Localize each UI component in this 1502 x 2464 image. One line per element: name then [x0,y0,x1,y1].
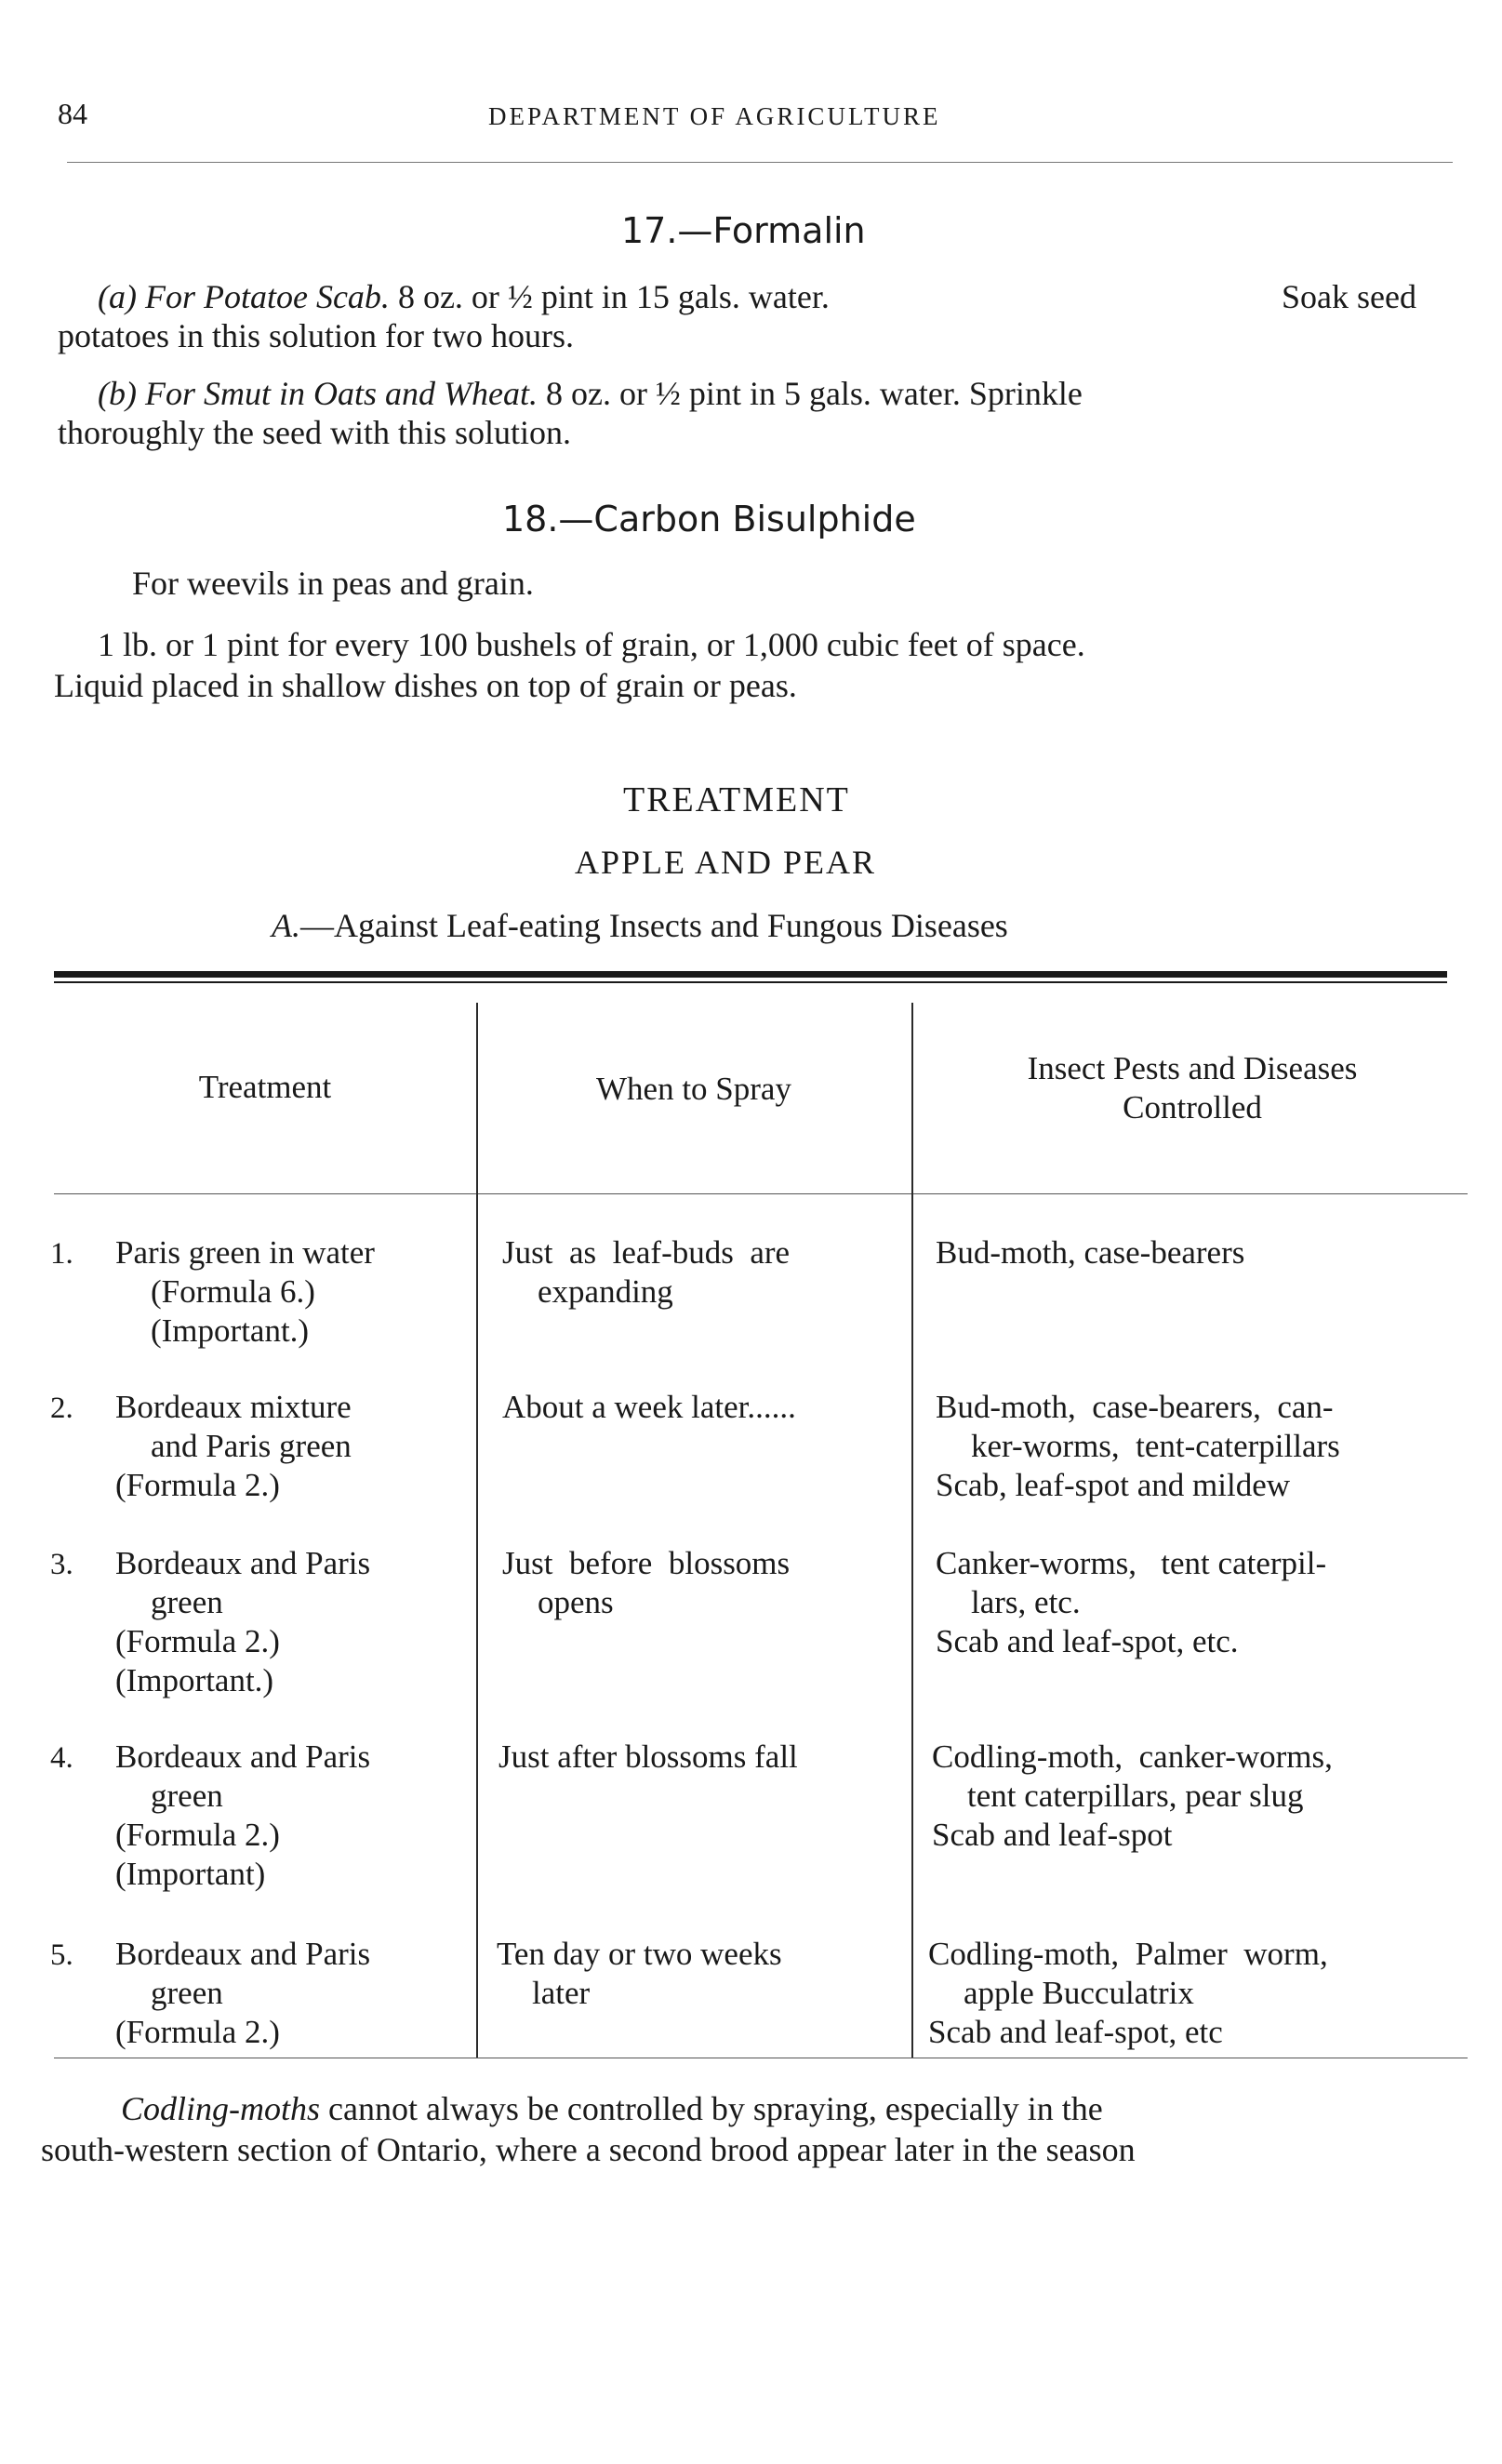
table-column-divider-2 [911,1003,913,2058]
row-3-treatment [115,1544,370,1700]
row-1-number: 1. [50,1237,73,1271]
section-17-b-italic: For Smut in Oats and Wheat. [144,375,538,412]
section-18-p2-line2: Liquid placed in shallow dishes on top of grain or peas. [54,667,797,704]
row-3-pests-line: lars, etc. [971,1584,1081,1620]
treatment-subheading: APPLE AND PEAR [575,844,877,881]
row-4-treatment [115,1738,370,1894]
row-3-when-line: opens [538,1584,614,1620]
section-17-a-line2: potatoes in this solution for two hours. [58,317,574,354]
section-17-a-italic: For Potatoe Scab. [144,278,390,315]
row-3-treatment-line: (Formula 2.) [115,1623,280,1659]
row-5-when-line: Ten day or two weeks [497,1936,782,1972]
page-number: 84 [58,97,87,130]
row-4-when [498,1738,798,1777]
row-1-treatment-line: Paris green in water [115,1234,375,1271]
row-5-when-line: later [532,1975,591,2011]
row-5-when [497,1935,782,2013]
header-treatment: Treatment [198,1069,332,1105]
footer-note-italic: Codling-moths [121,2090,321,2127]
row-3-pests-line: Scab and leaf-spot, etc. [936,1623,1239,1659]
row-3-when [502,1544,790,1622]
section-a-title [272,906,1008,945]
row-2-treatment-line: Bordeaux mixture [115,1389,352,1425]
row-2-pests [936,1388,1340,1505]
table-header-rule [54,1193,1468,1194]
section-17-b-text: 8 oz. or ½ pint in 5 gals. water. Sprinkle [545,375,1083,412]
row-3-number: 3. [50,1548,73,1581]
footer-note-rest: cannot always be controlled by spraying, especially in the [320,2090,1103,2127]
row-4-treatment-line: (Important) [115,1856,266,1892]
footer-note-line2: south-western section of Ontario, where a second brood appear later in the season [41,2131,1136,2168]
footer-note-line1 [121,2089,1103,2128]
section-17-a-label: (a) [98,278,137,315]
treatment-heading: TREATMENT [623,780,850,819]
row-3-treatment-line: green [151,1584,223,1620]
header-pests-line2: Controlled [1123,1089,1262,1125]
row-4-pests [932,1738,1333,1855]
row-3-pests [936,1544,1326,1661]
row-1-when [502,1233,790,1312]
header-rule [67,162,1453,163]
row-1-treatment-line: (Formula 6.) [151,1273,315,1310]
row-2-pests-line: ker-worms, tent-caterpillars [971,1428,1340,1464]
row-3-treatment-line: (Important.) [115,1662,274,1698]
section-17-a-text: 8 oz. or ½ pint in 15 gals. water. [397,278,830,315]
row-1-when-line: expanding [538,1273,673,1310]
row-4-pests-line: tent caterpillars, pear slug [967,1778,1304,1814]
row-2-treatment-line: (Formula 2.) [115,1467,280,1503]
header-when-to-spray: When to Spray [596,1071,791,1107]
section-18-p2-line1: 1 lb. or 1 pint for every 100 bushels of grain, or 1,000 cubic feet of space. [98,626,1085,663]
row-5-pests-line: Codling-moth, Palmer worm, [928,1936,1328,1972]
row-1-pests-line: Bud-moth, case-bearers [936,1234,1245,1271]
row-5-number: 5. [50,1938,73,1972]
row-3-pests-line: Canker-worms, tent caterpil- [936,1545,1327,1581]
section-17-b-label: (b) [98,375,137,412]
row-5-treatment-line: green [151,1975,223,2011]
row-1-treatment [115,1233,375,1351]
table-top-thick-rule [54,971,1447,978]
running-title: DEPARTMENT OF AGRICULTURE [488,102,941,130]
row-4-pests-line: Scab and leaf-spot [932,1817,1173,1853]
section-a-text: —Against Leaf-eating Insects and Fungous Diseases [300,907,1008,944]
section-a-letter: A. [272,907,300,944]
row-5-pests-line: apple Bucculatrix [964,1975,1194,2011]
row-3-when-line: Just before blossoms [502,1545,791,1581]
row-2-when [502,1388,796,1427]
row-5-pests [928,1935,1328,2052]
row-2-when-line: About a week later...... [502,1389,796,1425]
row-3-treatment-line: Bordeaux and Paris [115,1545,371,1581]
row-5-treatment-line: (Formula 2.) [115,2014,280,2050]
section-17-a-tail: Soak seed [1282,278,1416,315]
row-2-pests-line: Bud-moth, case-bearers, can- [936,1389,1334,1425]
row-1-treatment-line: (Important.) [151,1312,310,1349]
row-2-pests-line: Scab, leaf-spot and mildew [936,1467,1291,1503]
section-17-b-line1 [98,374,1083,413]
row-2-number: 2. [50,1392,73,1425]
row-4-when-line: Just after blossoms fall [498,1738,798,1775]
header-pests-controlled [913,1049,1471,1127]
row-5-pests-line: Scab and leaf-spot, etc [928,2014,1223,2050]
row-4-number: 4. [50,1741,73,1775]
header-pests-line1: Insect Pests and Diseases [1027,1050,1358,1086]
row-5-treatment-line: Bordeaux and Paris [115,1936,371,1972]
row-2-treatment-line: and Paris green [151,1428,352,1464]
row-4-treatment-line: (Formula 2.) [115,1817,280,1853]
row-2-treatment [115,1388,352,1505]
row-1-when-line: Just as leaf-buds are [502,1234,791,1271]
section-17-b-line2: thoroughly the seed with this solution. [58,414,571,451]
section-17-title: 17.—Formalin [621,210,866,251]
row-4-treatment-line: Bordeaux and Paris [115,1738,371,1775]
row-4-pests-line: Codling-moth, canker-worms, [932,1738,1333,1775]
table-column-divider-1 [476,1003,478,2058]
table-top-thin-rule [54,981,1447,983]
section-18-title: 18.—Carbon Bisulphide [502,499,916,539]
row-4-treatment-line: green [151,1778,223,1814]
row-5-treatment [115,1935,370,2052]
section-17-a-line1 [98,277,1465,316]
row-1-pests [936,1233,1244,1272]
section-18-p1: For weevils in peas and grain. [132,565,534,602]
